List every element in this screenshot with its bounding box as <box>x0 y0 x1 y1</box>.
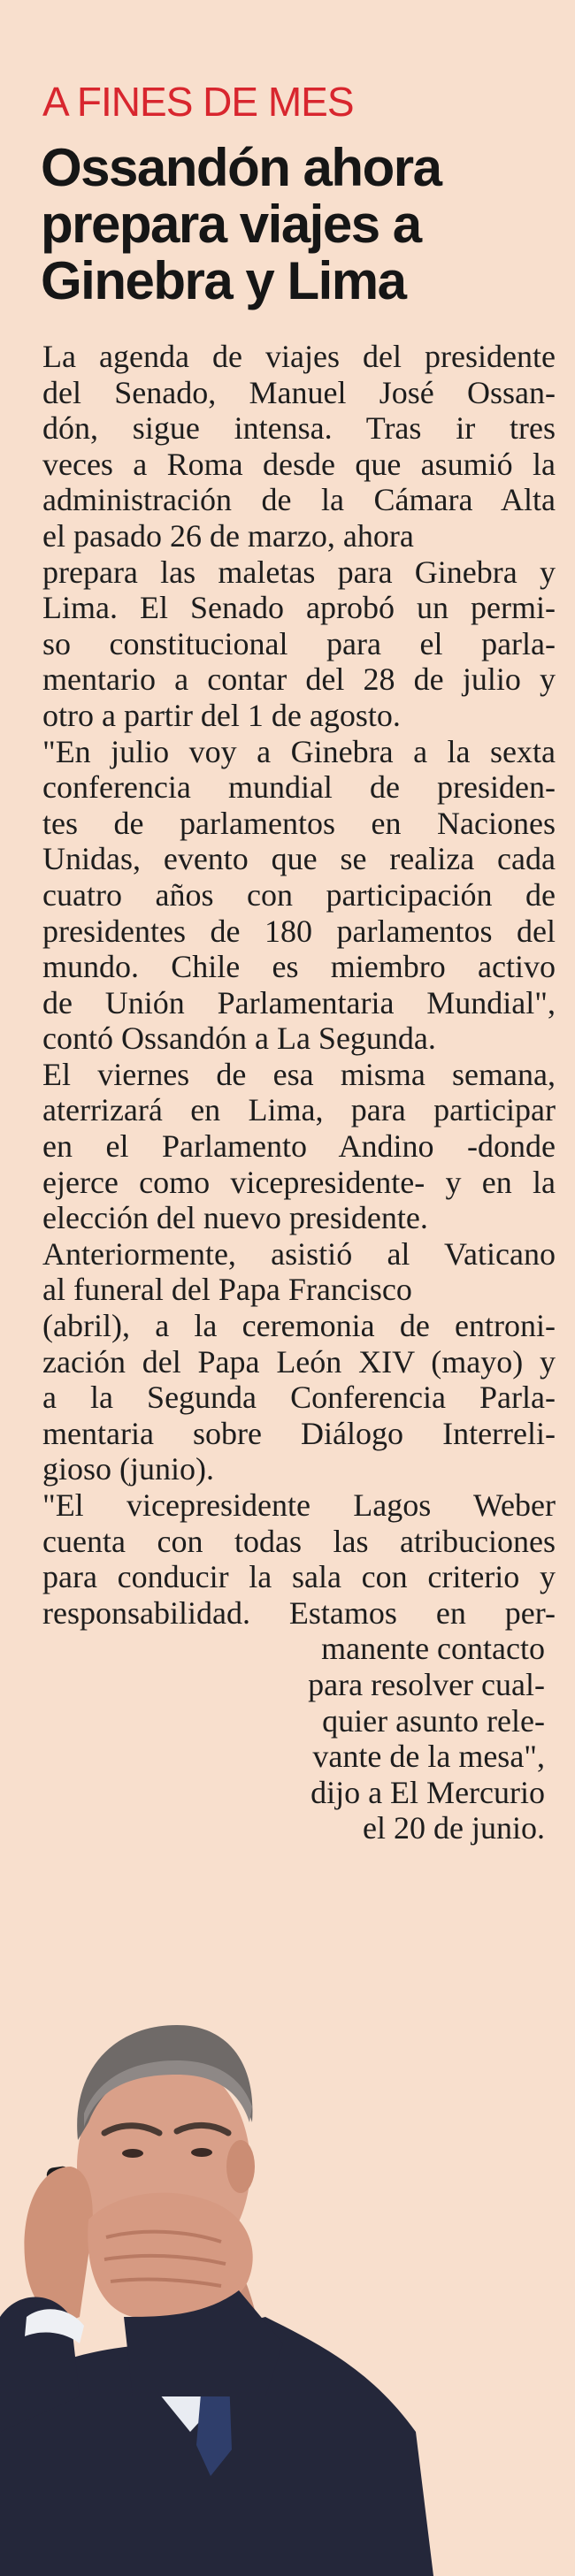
body-line: dijo a El Mercurio <box>310 1774 545 1810</box>
body-line: cuatro años con participación de <box>42 876 556 913</box>
body-line: al funeral del Papa Francisco <box>42 1272 412 1308</box>
body-line: ejerce como vicepresidente- y en la <box>42 1164 556 1200</box>
body-line: el pasado 26 de marzo, ahora <box>42 517 414 554</box>
body-line: (abril), a la ceremonia de entroni- <box>42 1308 556 1344</box>
body-line: elección del nuevo presidente. <box>42 1200 428 1236</box>
article-kicker: A FINES DE MES <box>42 79 354 125</box>
headline-line-3: Ginebra y Lima <box>41 251 406 310</box>
headline-line-1: Ossandón ahora <box>41 138 441 197</box>
headline-line-2: prepara viajes a <box>41 195 421 254</box>
body-line: Anteriormente, asistió al Vaticano <box>42 1235 556 1272</box>
body-line: Lima. El Senado aprobó un permi- <box>42 590 556 626</box>
body-line: tes de parlamentos en Naciones <box>42 805 556 841</box>
body-line: en el Parlamento Andino -donde <box>42 1128 556 1165</box>
body-line: del Senado, Manuel José Ossan- <box>42 374 556 410</box>
body-line: El viernes de esa misma semana, <box>42 1056 556 1092</box>
left-hand <box>24 2167 92 2320</box>
body-line: presidentes de 180 parlamentos del <box>42 913 556 949</box>
body-line: mentaria sobre Diálogo Interreli- <box>42 1415 556 1451</box>
body-line: "El vicepresidente Lagos Weber <box>42 1487 556 1523</box>
article-headline <box>41 140 563 310</box>
body-line: dón, sigue intensa. Tras ir tres <box>42 410 556 447</box>
body-line: contó Ossandón a La Segunda. <box>42 1020 436 1057</box>
body-line: a la Segunda Conferencia Parla- <box>42 1380 556 1416</box>
body-line: aterrizará en Lima, para participar <box>42 1092 556 1128</box>
body-line: gioso (junio). <box>42 1451 214 1487</box>
body-line: otro a partir del 1 de agosto. <box>42 697 401 733</box>
body-line: responsabilidad. Estamos en per- <box>42 1594 556 1631</box>
body-line: de Unión Parlamentaria Mundial", <box>42 984 556 1020</box>
body-line: veces a Roma desde que asumió la <box>42 446 556 482</box>
body-line: so constitucional para el parla- <box>42 625 556 661</box>
body-line: para conducir la sala con criterio y <box>42 1559 556 1595</box>
body-line: mundo. Chile es miembro activo <box>42 949 556 985</box>
body-line: cuenta con todas las atribuciones <box>42 1523 556 1559</box>
body-line: el 20 de junio. <box>363 1810 545 1846</box>
body-line: Unidas, evento que se realiza cada <box>42 841 556 877</box>
body-line: mentario a contar del 28 de julio y <box>42 661 556 698</box>
body-line: La agenda de viajes del presidente <box>42 339 556 374</box>
body-line: para resolver cual- <box>308 1666 545 1702</box>
body-line: prepara las maletas para Ginebra y <box>42 554 556 590</box>
article-body <box>42 339 556 1846</box>
body-line: quier asunto rele- <box>322 1702 545 1739</box>
portrait-photo <box>0 1901 442 2576</box>
body-line: vante de la mesa", <box>312 1739 545 1775</box>
body-line: administración de la Cámara Alta <box>42 482 556 518</box>
body-line: "En julio voy a Ginebra a la sexta <box>42 733 556 769</box>
body-line: conferencia mundial de presiden- <box>42 769 556 806</box>
body-line: manente contacto <box>321 1631 545 1667</box>
body-line: zación del Papa León XIV (mayo) y <box>42 1343 556 1380</box>
